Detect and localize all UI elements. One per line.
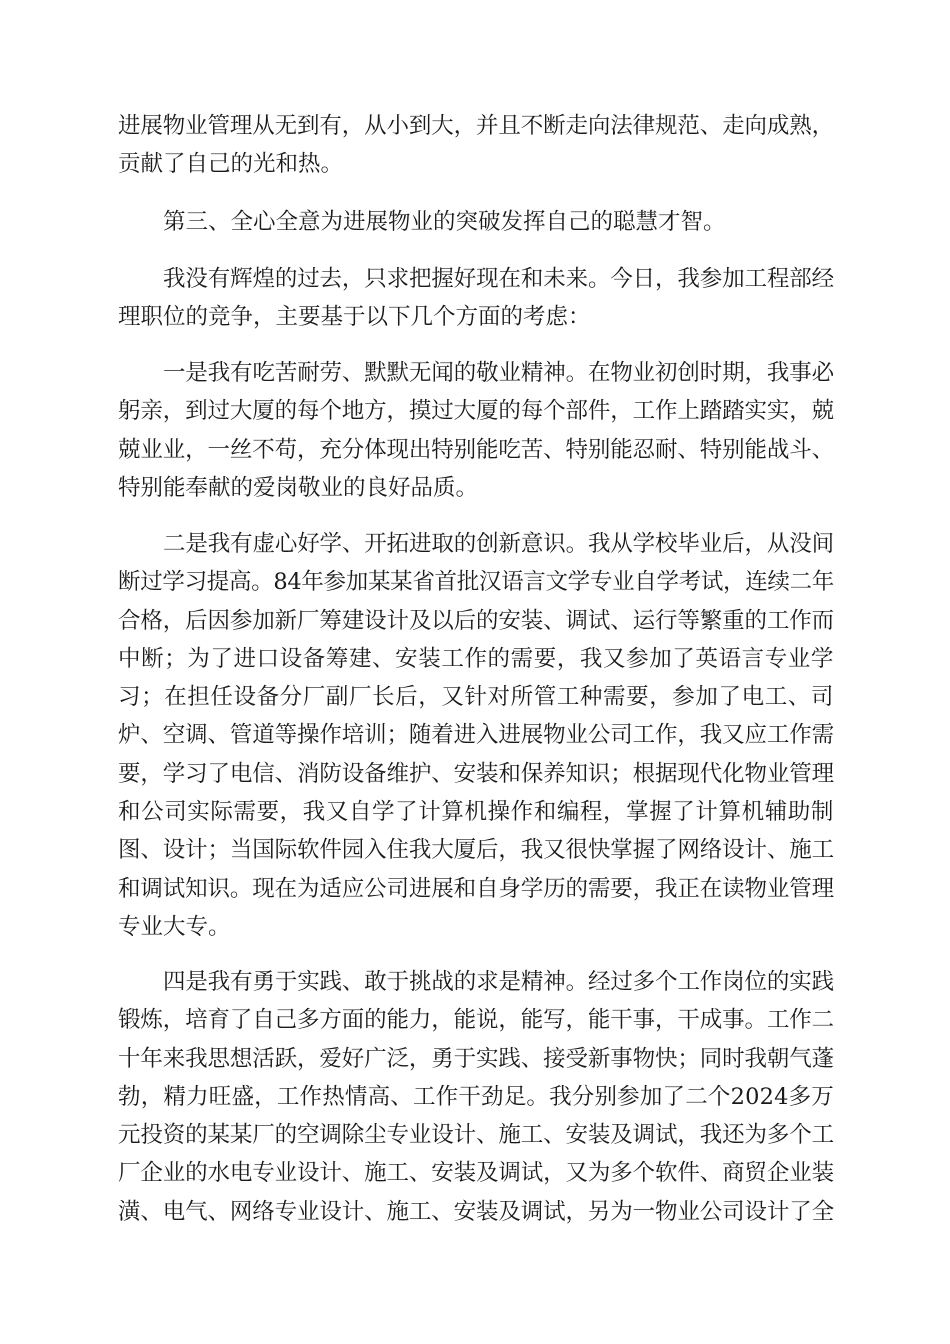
- text-line: 厂企业的水电专业设计、施工、安装及调试，又为多个软件、商贸企业装: [118, 1160, 835, 1187]
- text-line: 专业大专。: [118, 913, 231, 940]
- text-line: 进展物业管理从无到有，从小到大，并且不断走向法律规范、走向成熟，: [118, 113, 835, 139]
- text-line: 第三、全心全意为进展物业的突破发挥自己的聪慧才智。: [163, 209, 726, 235]
- text-line: 合格，后因参加新厂筹建设计及以后的安装、调试、运行等繁重的工作而: [118, 607, 835, 634]
- text-line: 特别能奉献的爱岗敬业的良好品质。: [118, 474, 479, 501]
- text-line: 和公司实际需要，我又自学了计算机操作和编程，掌握了计算机辅助制: [118, 799, 834, 826]
- text-line: 锻炼，培育了自己多方面的能力，能说，能写，能干事，干成事。工作二: [118, 1007, 835, 1034]
- text-line: 勃，精力旺盛，工作热情高、工作干劲足。我分别参加了二个2024多万: [118, 1083, 834, 1110]
- paragraph-practice: [118, 963, 834, 1231]
- text-line: 炉、空调、管道等操作培训；随着进入进展物业公司工作，我又应工作需: [118, 722, 835, 749]
- text-line: 一是我有吃苦耐劳、默默无闻的敬业精神。在物业初创时期，我事必: [163, 360, 834, 386]
- paragraph-motivation: [118, 260, 834, 337]
- text-line: 断过学习提高。84年参加某某省首批汉语言文学专业自学考试，连续二年: [118, 569, 835, 596]
- text-line: 四是我有勇于实践、敢于挑战的求是精神。经过多个工作岗位的实践: [163, 969, 834, 995]
- text-line: 要，学习了电信、消防设备维护、安装和保养知识；根据现代化物业管理: [118, 760, 835, 787]
- text-line: 和调试知识。现在为适应公司进展和自身学历的需要，我正在读物业管理: [118, 875, 835, 902]
- text-line: 理职位的竞争，主要基于以下几个方面的考虑：: [118, 304, 591, 331]
- text-line: 十年来我思想活跃，爱好广泛，勇于实践、接受新事物快；同时我朝气蓬: [118, 1045, 835, 1072]
- paragraph-dedication: [118, 354, 834, 507]
- paragraph-intro-continuation: [118, 107, 834, 184]
- text-line: 兢业业，一丝不苟，充分体现出特别能吃苦、特别能忍耐、特别能战斗、: [118, 436, 835, 463]
- text-line: 潢、电气、网络专业设计、施工、安装及调试，另为一物业公司设计了全: [118, 1198, 835, 1225]
- text-line: 习；在担任设备分厂副厂长后，又针对所管工种需要，参加了电工、司: [118, 684, 834, 711]
- text-line: 躬亲，到过大厦的每个地方，摸过大厦的每个部件，工作上踏踏实实，兢: [118, 398, 835, 425]
- text-line: 图、设计；当国际软件园入住我大厦后，我又很快掌握了网络设计、施工: [118, 837, 835, 864]
- text-line: 二是我有虚心好学、开拓进取的创新意识。我从学校毕业后，从没间: [163, 531, 834, 557]
- text-line: 中断；为了进口设备筹建、安装工作的需要，我又参加了英语言专业学: [118, 645, 834, 672]
- paragraph-point-three: [118, 203, 834, 241]
- paragraph-learning: [118, 525, 834, 946]
- text-line: 元投资的某某厂的空调除尘专业设计、施工、安装及调试，我还为多个工: [118, 1122, 835, 1149]
- text-line: 贡献了自己的光和热。: [118, 151, 344, 178]
- text-line: 我没有辉煌的过去，只求把握好现在和未来。今日，我参加工程部经: [163, 266, 834, 292]
